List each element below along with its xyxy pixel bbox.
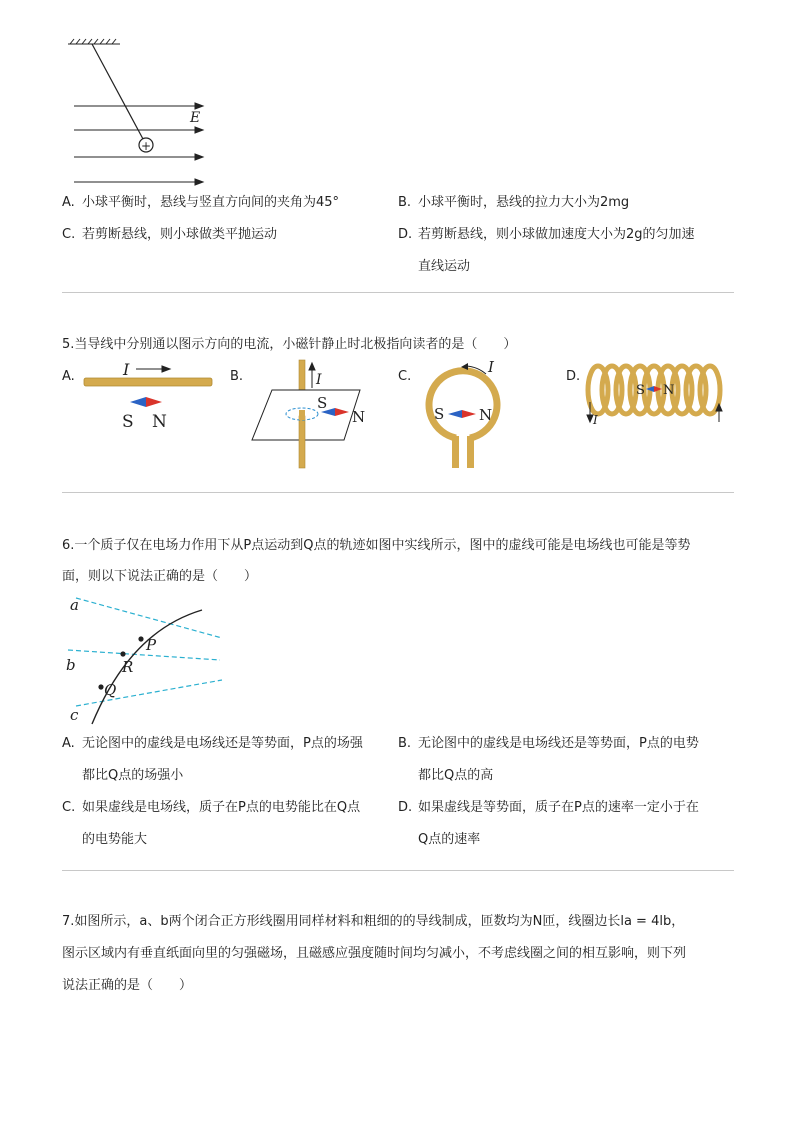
dashed-line-c — [76, 680, 222, 706]
q6-option-d-text: 如果虚线是等势面，质子在P点的速率一定小于在 — [418, 800, 699, 815]
q5-figure-b — [248, 356, 372, 472]
divider — [62, 870, 734, 871]
south-label: S — [122, 412, 134, 432]
q4-option-c-letter: C. — [62, 227, 76, 242]
q6-option-b-letter: B. — [398, 736, 412, 751]
straight-wire — [84, 378, 212, 386]
needle-north — [146, 397, 162, 407]
current-label: I — [593, 413, 598, 427]
vertical-wire-bottom — [299, 416, 305, 468]
north-label: N — [152, 412, 167, 432]
q6-option-d-text-cont: Q点的速率 — [418, 832, 481, 847]
divider — [62, 492, 734, 493]
q4-option-a-text: 小球平衡时，悬线与竖直方向间的夹角为45° — [82, 195, 340, 210]
needle-north — [462, 410, 476, 418]
q6-figure — [62, 592, 228, 726]
q4-option-b-letter: B. — [398, 195, 412, 210]
label-q: Q — [104, 681, 117, 699]
field-line — [74, 179, 203, 185]
q5-label-d: D. — [566, 369, 581, 384]
trajectory — [92, 610, 202, 724]
q6-option-d-letter: D. — [398, 800, 413, 815]
q4-option-a-letter: A. — [62, 195, 75, 210]
divider — [62, 292, 734, 293]
q5-label-a: A. — [62, 369, 75, 384]
q4-option-d-text-cont: 直线运动 — [418, 259, 471, 274]
q7-stem-cont-2: 说法正确的是（ ） — [62, 978, 193, 993]
south-label: S — [317, 394, 328, 412]
point-q — [98, 684, 103, 689]
q6-option-c-letter: C. — [62, 800, 76, 815]
point-p — [138, 636, 143, 641]
q5-label-c: C. — [398, 369, 412, 384]
current-arrow — [136, 366, 170, 372]
needle-south — [448, 410, 462, 418]
q5-label-b: B. — [230, 369, 244, 384]
lead-right — [467, 436, 474, 468]
suspension-thread — [92, 44, 143, 139]
field-line — [74, 154, 203, 160]
field-label-e: E — [190, 110, 201, 126]
q4-figure — [60, 36, 220, 190]
current-arrow — [309, 363, 315, 388]
q4-option-d-text: 若剪断悬线，则小球做加速度大小为2g的匀加速 — [418, 227, 695, 242]
current-label: I — [488, 358, 494, 376]
north-label: N — [663, 383, 675, 398]
q4-option-d-letter: D. — [398, 227, 413, 242]
q4-option-c-text: 若剪断悬线，则小球做类平抛运动 — [82, 227, 278, 242]
south-label: S — [636, 383, 645, 398]
field-line — [74, 103, 203, 109]
dashed-line-b — [68, 650, 220, 660]
label-b: b — [66, 656, 76, 674]
q7-stem-cont: 图示区域内有垂直纸面向里的匀强磁场，且磁感应强度随时间均匀减小，不考虑线圈之间的相互影响，则下列 — [62, 946, 687, 961]
label-p: P — [146, 636, 157, 654]
north-label: N — [479, 406, 493, 424]
q5-figure-d — [584, 356, 730, 430]
q6-option-a-text: 无论图中的虚线是电场线还是等势面，P点的场强 — [82, 736, 363, 751]
q6-stem-cont: 面，则以下说法正确的是（ ） — [62, 569, 258, 584]
plane — [252, 390, 360, 440]
field-line — [74, 127, 203, 133]
label-r: R — [122, 658, 134, 676]
label-c: c — [70, 706, 79, 724]
lead-left — [452, 436, 459, 468]
current-label: I — [316, 372, 322, 388]
ceiling-hatch — [68, 39, 120, 44]
q6-option-a-text-cont: 都比Q点的场强小 — [82, 768, 184, 783]
charge-sign: + — [140, 139, 152, 153]
q4-option-b-text: 小球平衡时，悬线的拉力大小为2mg — [418, 195, 630, 210]
current-label: I — [123, 360, 130, 379]
point-r — [120, 651, 125, 656]
q7-stem: 7.如图所示，a、b两个闭合正方形线圈用同样材料和粗细的的导线制成，匝数均为N匝，线圈边长la = 4lb， — [62, 914, 685, 929]
q6-option-c-text-cont: 的电势能大 — [82, 832, 148, 847]
q6-stem: 6.一个质子仅在电场力作用下从P点运动到Q点的轨迹如图中实线所示，图中的虚线可能是电场线也可能是等势 — [62, 538, 691, 553]
q5-figure-c — [416, 356, 526, 472]
label-a: a — [70, 596, 79, 614]
q6-option-c-text: 如果虚线是电场线，质子在P点的电势能比在Q点 — [82, 800, 361, 815]
dashed-line-a — [76, 598, 222, 638]
q6-option-a-letter: A. — [62, 736, 75, 751]
q6-option-b-text-cont: 都比Q点的高 — [418, 768, 494, 783]
north-label: N — [352, 408, 366, 426]
q6-option-b-text: 无论图中的虚线是电场线还是等势面，P点的电势 — [418, 736, 699, 751]
q5-figure-a — [80, 358, 220, 434]
needle-south — [130, 397, 146, 407]
q5-stem: 5.当导线中分别通以图示方向的电流，小磁针静止时北极指向读者的是（ ） — [62, 337, 517, 352]
wire-crossing — [299, 410, 305, 420]
south-label: S — [434, 405, 445, 423]
